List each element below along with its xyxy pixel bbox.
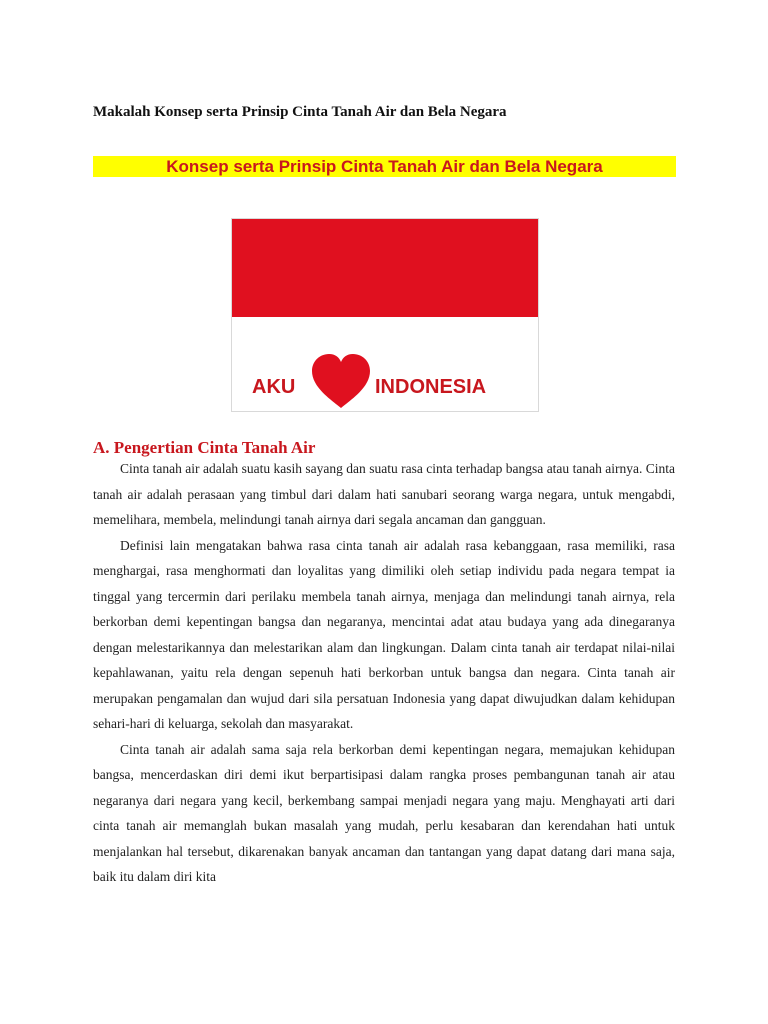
section-heading: A. Pengertian Cinta Tanah Air <box>93 438 316 457</box>
flag-left-text: AKU <box>252 376 296 398</box>
flag-image <box>231 218 539 412</box>
highlighted-banner-title: Konsep serta Prinsip Cinta Tanah Air dan Bela Negara <box>93 156 676 177</box>
body-text <box>93 456 675 890</box>
heart-icon <box>310 353 372 409</box>
paragraph: Cinta tanah air adalah suatu kasih sayang dan suatu rasa cinta terhadap bangsa atau tanah airnya. Cinta tanah air adalah perasaan yang timbul dari dalam hati sanubari seorang warga negara, untuk mengabdi, memelihara, membela, melindungi tanah airnya dari segala ancaman dan gangguan. <box>93 461 675 527</box>
paragraph: Definisi lain mengatakan bahwa rasa cinta tanah air adalah rasa kebanggaan, rasa memiliki, rasa menghargai, rasa menghormati dan loyalitas yang dimiliki oleh setiap individu pada negara tempat ia tinggal yang tercermin dari perilaku membela tanah airnya, menjaga dan melindungi tanah airnya, rela berkorban demi kepentingan bangsa dan negaranya, mencintai adat atau budaya yang ada dinegaranya dengan melestarikannya dan melestarikan alam dan lingkungan. Dalam cinta tanah air terdapat nilai-nilai kepahlawanan, yaitu rela dengan sepenuh hati berkorban untuk bangsa dan negara. Cinta tanah air merupakan pengamalan dan wujud dari sila persatuan Indonesia yang dapat diwujudkan dalam kehidupan sehari-hari di keluarga, sekolah dan masyarakat. <box>93 537 675 731</box>
flag-red-band <box>232 219 538 317</box>
paragraph: Cinta tanah air adalah sama saja rela berkorban demi kepentingan negara, memajukan kehidupan bangsa, mencerdaskan diri demi ikut berpartisipasi dalam rangka proses pembangunan tanah air atau negaranya dari negara yang kecil, berkembang sampai menjadi negara yang maju. Menghayati arti dari cinta tanah air memanglah bukan masalah yang mudah, perlu kesabaran dan kerendahan hati untuk menjalankan hal tersebut, dikarenakan banyak ancaman dan tantangan yang dapat datang dari mana saja, baik itu dalam diri kita <box>93 741 675 884</box>
document-title: Makalah Konsep serta Prinsip Cinta Tanah Air dan Bela Negara <box>93 104 507 120</box>
flag-right-text: INDONESIA <box>375 376 487 398</box>
